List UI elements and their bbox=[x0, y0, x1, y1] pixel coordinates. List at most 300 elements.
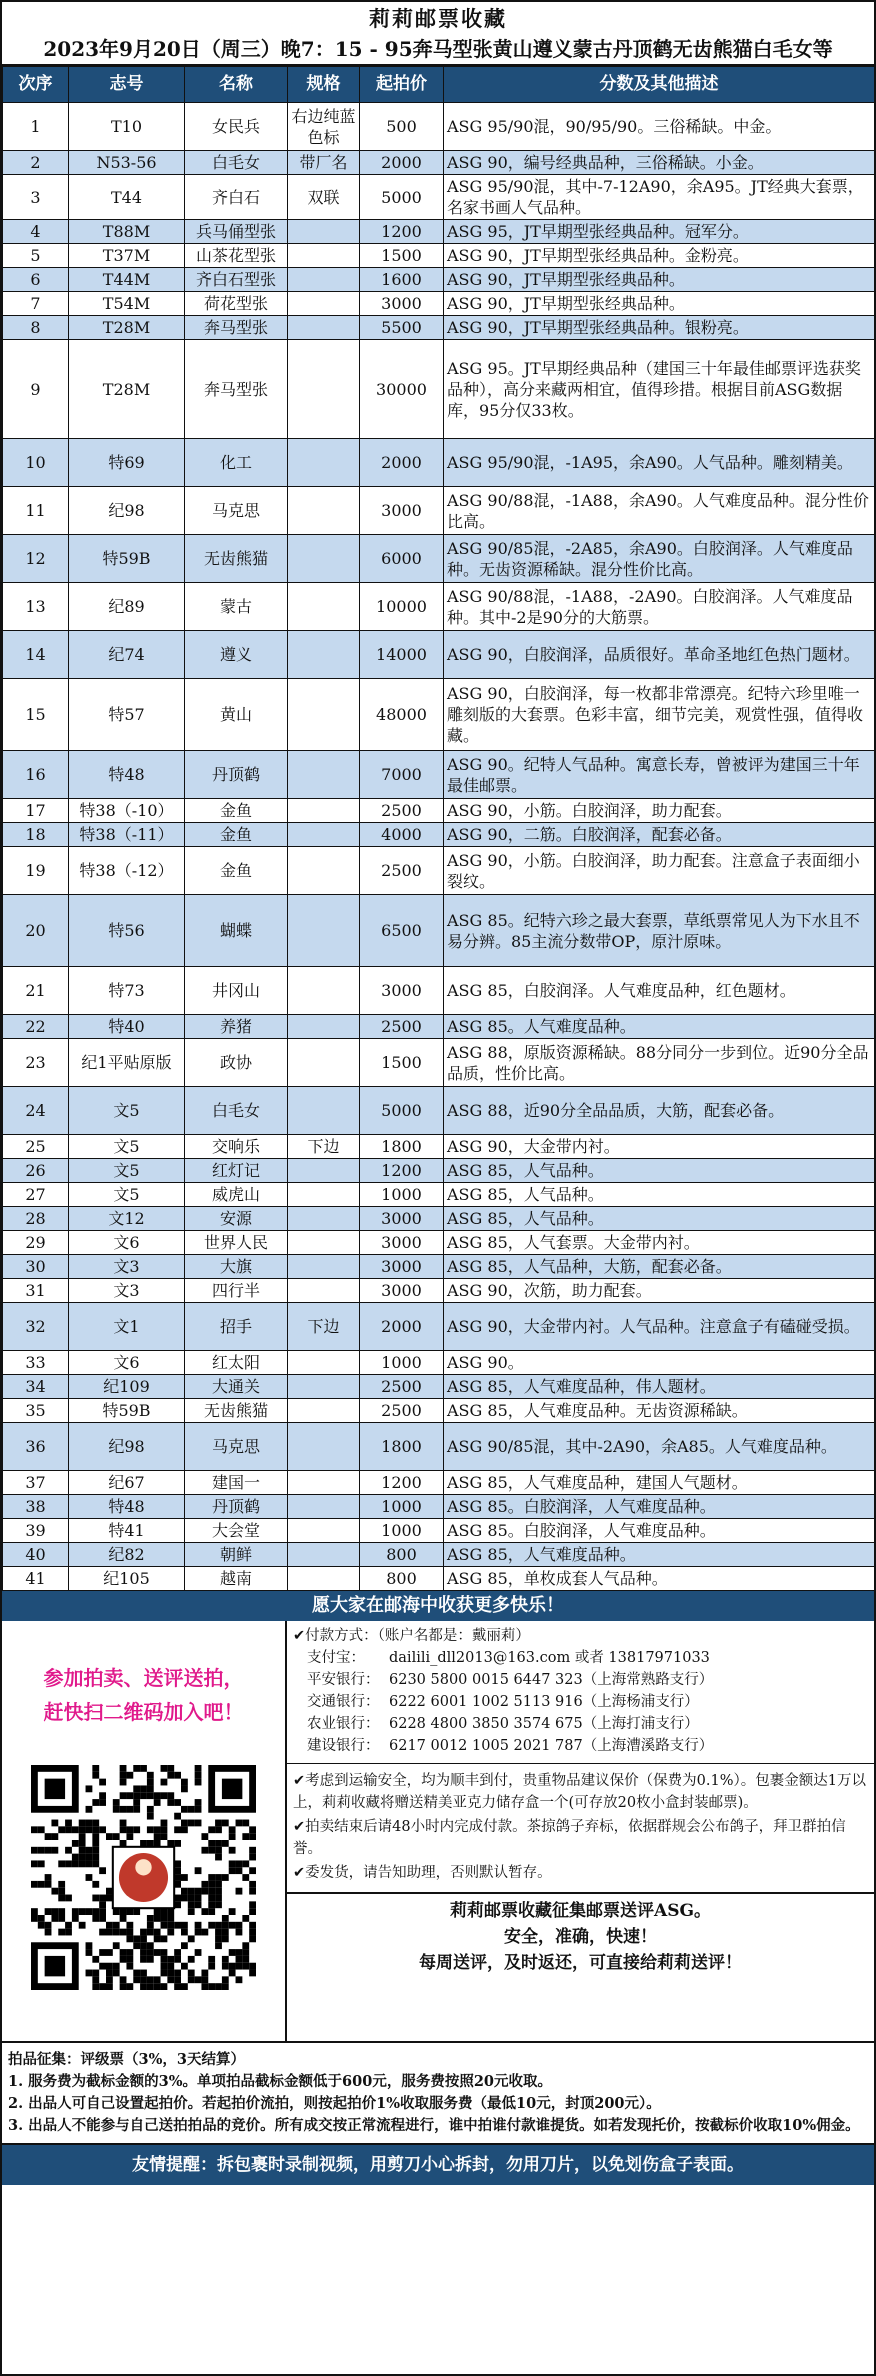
cell-name: 威虎山 bbox=[185, 1183, 288, 1207]
cell-spec bbox=[288, 1231, 360, 1255]
table-row bbox=[3, 583, 875, 631]
cell-desc: ASG 85，人气难度品种，伟人题材。 bbox=[444, 1375, 875, 1399]
table-row bbox=[3, 1303, 875, 1351]
pay-label: 平安银行： bbox=[307, 1672, 380, 1688]
cell-no: 6 bbox=[3, 268, 69, 292]
cell-code: 特38（-12） bbox=[69, 847, 185, 895]
col-header: 分数及其他描述 bbox=[444, 67, 875, 103]
cell-price: 30000 bbox=[360, 340, 444, 439]
cell-no: 29 bbox=[3, 1231, 69, 1255]
cell-spec bbox=[288, 1519, 360, 1543]
cell-desc: ASG 85。白胶润泽，人气难度品种。 bbox=[444, 1519, 875, 1543]
rule-line: 2. 出品人可自己设置起拍价。若起拍价流拍，则按起拍价1%收取服务费（最低10元，封顶200元）。 bbox=[8, 2095, 661, 2112]
cell-price: 3000 bbox=[360, 1255, 444, 1279]
cell-code: 特59B bbox=[69, 535, 185, 583]
page-title: 莉莉邮票收藏 bbox=[369, 6, 507, 31]
rule-line: 1. 服务费为截标金额的3%。单项拍品截标金额低于600元，服务费按照20元收取。 bbox=[8, 2073, 552, 2090]
cell-desc: ASG 90，次筋，助力配套。 bbox=[444, 1279, 875, 1303]
cell-name: 安源 bbox=[185, 1207, 288, 1231]
table-row bbox=[3, 631, 875, 679]
cell-code: 文12 bbox=[69, 1207, 185, 1231]
cell-no: 16 bbox=[3, 751, 69, 799]
cell-spec bbox=[288, 1279, 360, 1303]
table-row bbox=[3, 244, 875, 268]
cell-name: 四行半 bbox=[185, 1279, 288, 1303]
table-row bbox=[3, 1255, 875, 1279]
col-header: 名称 bbox=[185, 67, 288, 103]
cell-no: 13 bbox=[3, 583, 69, 631]
cell-name: 金鱼 bbox=[185, 847, 288, 895]
cell-price: 5500 bbox=[360, 316, 444, 340]
cell-code: T88M bbox=[69, 220, 185, 244]
cell-no: 23 bbox=[3, 1039, 69, 1087]
rules bbox=[2, 2043, 874, 2145]
cell-code: 纪98 bbox=[69, 487, 185, 535]
cell-name: 井冈山 bbox=[185, 967, 288, 1015]
cell-desc: ASG 85，人气品种。 bbox=[444, 1207, 875, 1231]
cell-spec: 下边 bbox=[288, 1303, 360, 1351]
cell-desc: ASG 85，单枚成套人气品种。 bbox=[444, 1567, 875, 1591]
cell-spec bbox=[288, 268, 360, 292]
cell-spec bbox=[288, 220, 360, 244]
cell-spec: 下边 bbox=[288, 1135, 360, 1159]
cell-desc: ASG 85，人气套票。大金带内衬。 bbox=[444, 1231, 875, 1255]
cell-code: 纪89 bbox=[69, 583, 185, 631]
cell-spec bbox=[288, 1567, 360, 1591]
cell-no: 17 bbox=[3, 799, 69, 823]
cell-code: 纪98 bbox=[69, 1423, 185, 1471]
cell-no: 34 bbox=[3, 1375, 69, 1399]
cell-name: 大会堂 bbox=[185, 1519, 288, 1543]
cell-price: 2500 bbox=[360, 1015, 444, 1039]
cell-desc: ASG 90/88混，-1A88，-2A90。白胶润泽。人气难度品种。其中-2是90分的大筋票。 bbox=[444, 583, 875, 631]
cell-no: 18 bbox=[3, 823, 69, 847]
cell-name: 奔马型张 bbox=[185, 316, 288, 340]
banner: 愿大家在邮海中收获更多快乐！ bbox=[2, 1591, 874, 1621]
cell-code: 特48 bbox=[69, 1495, 185, 1519]
cell-price: 2500 bbox=[360, 1375, 444, 1399]
col-header: 规格 bbox=[288, 67, 360, 103]
table-row bbox=[3, 1183, 875, 1207]
cell-spec bbox=[288, 316, 360, 340]
cell-price: 5000 bbox=[360, 1087, 444, 1135]
cell-desc: ASG 90，小筋。白胶润泽，助力配套。注意盒子表面细小裂纹。 bbox=[444, 847, 875, 895]
cell-no: 37 bbox=[3, 1471, 69, 1495]
cell-desc: ASG 90，大金带内衬。人气品种。注意盒子有磕碰受损。 bbox=[444, 1303, 875, 1351]
cell-code: 特73 bbox=[69, 967, 185, 1015]
cell-spec bbox=[288, 244, 360, 268]
cell-name: 丹顶鹤 bbox=[185, 751, 288, 799]
cell-desc: ASG 85。白胶润泽，人气难度品种。 bbox=[444, 1495, 875, 1519]
cell-price: 3000 bbox=[360, 1231, 444, 1255]
cell-spec bbox=[288, 823, 360, 847]
cell-spec bbox=[288, 1015, 360, 1039]
pay-label: 交通银行： bbox=[307, 1694, 380, 1710]
table-row bbox=[3, 1495, 875, 1519]
cell-name: 兵马俑型张 bbox=[185, 220, 288, 244]
pay-label: 建设银行： bbox=[307, 1738, 380, 1754]
cell-no: 33 bbox=[3, 1351, 69, 1375]
cell-code: T54M bbox=[69, 292, 185, 316]
cell-desc: ASG 90，JT早期型张经典品种。金粉亮。 bbox=[444, 244, 875, 268]
cell-code: 文6 bbox=[69, 1351, 185, 1375]
cell-code: 纪109 bbox=[69, 1375, 185, 1399]
cell-desc: ASG 90，小筋。白胶润泽，助力配套。 bbox=[444, 799, 875, 823]
cell-no: 40 bbox=[3, 1543, 69, 1567]
cell-spec: 双联 bbox=[288, 175, 360, 220]
cell-desc: ASG 95，JT早期型张经典品种。冠军分。 bbox=[444, 220, 875, 244]
cell-no: 1 bbox=[3, 103, 69, 151]
cell-price: 2000 bbox=[360, 439, 444, 487]
cell-desc: ASG 90/85混，其中-2A90，余A85。人气难度品种。 bbox=[444, 1423, 875, 1471]
cell-no: 3 bbox=[3, 175, 69, 220]
cell-spec bbox=[288, 1039, 360, 1087]
cell-no: 21 bbox=[3, 967, 69, 1015]
table-row bbox=[3, 316, 875, 340]
cell-spec bbox=[288, 1255, 360, 1279]
table-row bbox=[3, 220, 875, 244]
cell-desc: ASG 90。纪特人气品种。寓意长寿，曾被评为建国三十年最佳邮票。 bbox=[444, 751, 875, 799]
cell-desc: ASG 95/90混，-1A95，余A90。人气品种。雕刻精美。 bbox=[444, 439, 875, 487]
cell-name: 山茶花型张 bbox=[185, 244, 288, 268]
cell-code: 文5 bbox=[69, 1087, 185, 1135]
cell-spec bbox=[288, 1375, 360, 1399]
cell-price: 3000 bbox=[360, 1279, 444, 1303]
cell-price: 1000 bbox=[360, 1519, 444, 1543]
slogan-line: 莉莉邮票收藏征集邮票送评ASG。 bbox=[450, 1901, 711, 1921]
info-section bbox=[2, 1621, 874, 2043]
cell-code: 特48 bbox=[69, 751, 185, 799]
cell-spec bbox=[288, 1423, 360, 1471]
table-row bbox=[3, 751, 875, 799]
cell-no: 9 bbox=[3, 340, 69, 439]
cell-name: 红灯记 bbox=[185, 1159, 288, 1183]
cell-spec: 带厂名 bbox=[288, 151, 360, 175]
col-header: 次序 bbox=[3, 67, 69, 103]
cell-code: 文3 bbox=[69, 1255, 185, 1279]
cell-code: 特41 bbox=[69, 1519, 185, 1543]
table-row bbox=[3, 1399, 875, 1423]
cell-name: 遵义 bbox=[185, 631, 288, 679]
cell-price: 5000 bbox=[360, 175, 444, 220]
table-row bbox=[3, 487, 875, 535]
note: ✔考虑到运输安全，均为顺丰到付，贵重物品建议保价（保费为0.1%）。包裹金额达1万以上，莉莉收藏将赠送精美亚克力储存盒一个(可存放20枚小盒封装邮票)。 bbox=[293, 1773, 866, 1811]
table-row bbox=[3, 1351, 875, 1375]
cell-code: 文6 bbox=[69, 1231, 185, 1255]
table-row bbox=[3, 847, 875, 895]
payment-methods bbox=[287, 1621, 874, 1764]
cell-no: 25 bbox=[3, 1135, 69, 1159]
cell-price: 1000 bbox=[360, 1495, 444, 1519]
cell-name: 蒙古 bbox=[185, 583, 288, 631]
cell-spec bbox=[288, 1183, 360, 1207]
pay-value: 6217 0012 1005 2021 787（上海漕溪路支行） bbox=[389, 1738, 714, 1754]
cell-no: 2 bbox=[3, 151, 69, 175]
cell-no: 24 bbox=[3, 1087, 69, 1135]
cell-desc: ASG 85，人气难度品种，建国人气题材。 bbox=[444, 1471, 875, 1495]
cell-name: 大旗 bbox=[185, 1255, 288, 1279]
rule-line: 3. 出品人不能参与自己送拍拍品的竞价。所有成交按正常流程进行，谁中拍谁付款谁提货。如若发现托价，按截标价收取10%佣金。 bbox=[8, 2117, 860, 2134]
cell-price: 3000 bbox=[360, 1207, 444, 1231]
cell-name: 金鱼 bbox=[185, 799, 288, 823]
cell-name: 丹顶鹤 bbox=[185, 1495, 288, 1519]
cell-price: 800 bbox=[360, 1567, 444, 1591]
cell-price: 2000 bbox=[360, 1303, 444, 1351]
cell-no: 11 bbox=[3, 487, 69, 535]
cell-spec bbox=[288, 340, 360, 439]
cell-no: 30 bbox=[3, 1255, 69, 1279]
slogan-line: 安全，准确，快速！ bbox=[504, 1927, 657, 1947]
table-row bbox=[3, 292, 875, 316]
cell-desc: ASG 95/90混，其中-7-12A90，余A95。JT经典大套票，名家书画人气品种。 bbox=[444, 175, 875, 220]
cell-spec bbox=[288, 895, 360, 967]
header bbox=[2, 2, 874, 66]
cell-no: 5 bbox=[3, 244, 69, 268]
cell-no: 32 bbox=[3, 1303, 69, 1351]
cell-spec bbox=[288, 751, 360, 799]
cell-spec bbox=[288, 1471, 360, 1495]
pay-label: 农业银行： bbox=[307, 1716, 380, 1732]
table-row bbox=[3, 175, 875, 220]
cell-price: 1000 bbox=[360, 1351, 444, 1375]
cell-price: 2000 bbox=[360, 151, 444, 175]
cell-spec bbox=[288, 847, 360, 895]
table-row bbox=[3, 1231, 875, 1255]
table-row bbox=[3, 1519, 875, 1543]
cell-desc: ASG 85，人气难度品种。 bbox=[444, 1543, 875, 1567]
cell-price: 2500 bbox=[360, 799, 444, 823]
cell-no: 35 bbox=[3, 1399, 69, 1423]
cell-price: 2500 bbox=[360, 1399, 444, 1423]
cell-no: 27 bbox=[3, 1183, 69, 1207]
cell-desc: ASG 90，二筋。白胶润泽，配套必备。 bbox=[444, 823, 875, 847]
cell-price: 1600 bbox=[360, 268, 444, 292]
table-row bbox=[3, 967, 875, 1015]
cell-desc: ASG 85，人气品种，大筋，配套必备。 bbox=[444, 1255, 875, 1279]
cell-name: 黄山 bbox=[185, 679, 288, 751]
cell-no: 20 bbox=[3, 895, 69, 967]
cell-code: 文5 bbox=[69, 1135, 185, 1159]
qr-code-icon[interactable] bbox=[31, 1765, 256, 1990]
cell-price: 6500 bbox=[360, 895, 444, 967]
cell-price: 4000 bbox=[360, 823, 444, 847]
cell-code: T28M bbox=[69, 316, 185, 340]
cell-name: 招手 bbox=[185, 1303, 288, 1351]
cell-name: 红太阳 bbox=[185, 1351, 288, 1375]
table-row bbox=[3, 103, 875, 151]
cell-price: 10000 bbox=[360, 583, 444, 631]
page-subtitle: 2023年9月20日（周三）晚7：15 - 95奔马型张黄山遵义蒙古丹顶鹤无齿熊猫白毛女等 bbox=[43, 37, 833, 61]
cell-price: 2500 bbox=[360, 847, 444, 895]
cell-price: 1000 bbox=[360, 1183, 444, 1207]
cell-spec bbox=[288, 1495, 360, 1519]
pay-label: 支付宝： bbox=[307, 1650, 365, 1666]
cell-no: 28 bbox=[3, 1207, 69, 1231]
cell-desc: ASG 85，白胶润泽。人气难度品种，红色题材。 bbox=[444, 967, 875, 1015]
cell-desc: ASG 90。 bbox=[444, 1351, 875, 1375]
cell-code: 特38（-11） bbox=[69, 823, 185, 847]
pay-value: dailili_dll2013@163.com 或者 13817971033 bbox=[389, 1650, 710, 1666]
cell-spec bbox=[288, 583, 360, 631]
table-row bbox=[3, 535, 875, 583]
table-row bbox=[3, 679, 875, 751]
cell-desc: ASG 85，人气品种。 bbox=[444, 1159, 875, 1183]
table-row bbox=[3, 823, 875, 847]
cell-desc: ASG 90，JT早期型张经典品种。 bbox=[444, 268, 875, 292]
cell-no: 36 bbox=[3, 1423, 69, 1471]
table-row bbox=[3, 1015, 875, 1039]
cell-name: 朝鲜 bbox=[185, 1543, 288, 1567]
cell-desc: ASG 85。人气难度品种。 bbox=[444, 1015, 875, 1039]
cell-name: 白毛女 bbox=[185, 1087, 288, 1135]
cell-code: 文1 bbox=[69, 1303, 185, 1351]
cta-line: 赶快扫二维码加入吧！ bbox=[43, 1700, 244, 1724]
table-row bbox=[3, 1375, 875, 1399]
cell-desc: ASG 95。JT早期经典品种（建国三十年最佳邮票评选获奖品种），高分来藏两相宜，值得珍措。根据目前ASG数据库，95分仅33枚。 bbox=[444, 340, 875, 439]
cell-code: 文5 bbox=[69, 1159, 185, 1183]
table-row bbox=[3, 799, 875, 823]
table-row bbox=[3, 1087, 875, 1135]
cell-desc: ASG 90/85混，-2A85，余A90。白胶润泽。人气难度品种。无齿资源稀缺。混分性价比高。 bbox=[444, 535, 875, 583]
table-row bbox=[3, 1423, 875, 1471]
cell-code: T44 bbox=[69, 175, 185, 220]
table-row bbox=[3, 1039, 875, 1087]
cell-code: 特57 bbox=[69, 679, 185, 751]
table-row bbox=[3, 1135, 875, 1159]
cell-code: T10 bbox=[69, 103, 185, 151]
cell-price: 3000 bbox=[360, 292, 444, 316]
cell-desc: ASG 85，人气品种。 bbox=[444, 1183, 875, 1207]
cell-code: 纪1平贴原版 bbox=[69, 1039, 185, 1087]
cell-code: 特56 bbox=[69, 895, 185, 967]
table-row bbox=[3, 340, 875, 439]
pay-value: 6228 4800 3850 3574 675（上海打浦支行） bbox=[389, 1716, 699, 1732]
cell-name: 齐白石 bbox=[185, 175, 288, 220]
cell-price: 1200 bbox=[360, 220, 444, 244]
cell-desc: ASG 95/90混，90/95/90。三俗稀缺。中金。 bbox=[444, 103, 875, 151]
cell-no: 19 bbox=[3, 847, 69, 895]
table-row bbox=[3, 439, 875, 487]
cell-spec bbox=[288, 487, 360, 535]
cell-code: T28M bbox=[69, 340, 185, 439]
cell-spec bbox=[288, 1159, 360, 1183]
cell-code: 纪67 bbox=[69, 1471, 185, 1495]
cell-code: 纪74 bbox=[69, 631, 185, 679]
notes bbox=[287, 1764, 874, 1892]
table-row bbox=[3, 268, 875, 292]
cell-spec bbox=[288, 967, 360, 1015]
cell-desc: ASG 88，近90分全品品质，大筋，配套必备。 bbox=[444, 1087, 875, 1135]
cell-price: 48000 bbox=[360, 679, 444, 751]
cell-name: 马克思 bbox=[185, 487, 288, 535]
payment-title: ✔付款方式：（账户名都是：戴丽莉） bbox=[293, 1628, 530, 1644]
table-row bbox=[3, 1159, 875, 1183]
cell-no: 31 bbox=[3, 1279, 69, 1303]
cell-spec bbox=[288, 679, 360, 751]
cell-price: 1800 bbox=[360, 1135, 444, 1159]
cell-spec bbox=[288, 1087, 360, 1135]
cell-spec bbox=[288, 1207, 360, 1231]
table-header-row bbox=[3, 67, 875, 103]
cell-code: 特38（-10） bbox=[69, 799, 185, 823]
cell-name: 荷花型张 bbox=[185, 292, 288, 316]
cell-desc: ASG 90，JT早期型张经典品种。银粉亮。 bbox=[444, 316, 875, 340]
cell-code: T37M bbox=[69, 244, 185, 268]
cell-price: 6000 bbox=[360, 535, 444, 583]
cell-name: 世界人民 bbox=[185, 1231, 288, 1255]
cell-spec bbox=[288, 1351, 360, 1375]
slogan bbox=[287, 1892, 874, 1976]
cell-no: 15 bbox=[3, 679, 69, 751]
cell-price: 1500 bbox=[360, 1039, 444, 1087]
cell-code: 纪105 bbox=[69, 1567, 185, 1591]
slogan-line: 每周送评，及时返还，可直接给莉莉送评！ bbox=[419, 1953, 742, 1973]
table-row bbox=[3, 1567, 875, 1591]
cell-desc: ASG 85。纪特六珍之最大套票，草纸票常见人为下水且不易分辨。85主流分数带OP，原汁原味。 bbox=[444, 895, 875, 967]
cell-price: 1800 bbox=[360, 1423, 444, 1471]
cell-name: 无齿熊猫 bbox=[185, 1399, 288, 1423]
cell-price: 1500 bbox=[360, 244, 444, 268]
cell-price: 3000 bbox=[360, 487, 444, 535]
cell-price: 800 bbox=[360, 1543, 444, 1567]
table-row bbox=[3, 1471, 875, 1495]
cell-spec bbox=[288, 439, 360, 487]
col-header: 起拍价 bbox=[360, 67, 444, 103]
cell-name: 女民兵 bbox=[185, 103, 288, 151]
cell-code: 纪82 bbox=[69, 1543, 185, 1567]
cell-desc: ASG 90，JT早期型张经典品种。 bbox=[444, 292, 875, 316]
cell-no: 10 bbox=[3, 439, 69, 487]
cell-name: 奔马型张 bbox=[185, 340, 288, 439]
cell-name: 大通关 bbox=[185, 1375, 288, 1399]
cell-name: 越南 bbox=[185, 1567, 288, 1591]
cell-desc: ASG 90，编号经典品种，三俗稀缺。小金。 bbox=[444, 151, 875, 175]
cell-code: 特40 bbox=[69, 1015, 185, 1039]
cell-name: 白毛女 bbox=[185, 151, 288, 175]
cell-no: 38 bbox=[3, 1495, 69, 1519]
cell-name: 马克思 bbox=[185, 1423, 288, 1471]
cell-price: 3000 bbox=[360, 967, 444, 1015]
cell-no: 12 bbox=[3, 535, 69, 583]
cell-name: 无齿熊猫 bbox=[185, 535, 288, 583]
cell-spec bbox=[288, 799, 360, 823]
cell-code: 文3 bbox=[69, 1279, 185, 1303]
cell-code: T44M bbox=[69, 268, 185, 292]
cell-name: 金鱼 bbox=[185, 823, 288, 847]
cell-no: 26 bbox=[3, 1159, 69, 1183]
table-row bbox=[3, 1207, 875, 1231]
cell-spec: 右边纯蓝色标 bbox=[288, 103, 360, 151]
cell-code: 文5 bbox=[69, 1183, 185, 1207]
cell-name: 建国一 bbox=[185, 1471, 288, 1495]
cell-no: 4 bbox=[3, 220, 69, 244]
cta-line: 参加拍卖、送评送拍， bbox=[43, 1666, 244, 1690]
lot-table bbox=[2, 66, 875, 1591]
cell-name: 齐白石型张 bbox=[185, 268, 288, 292]
qr-panel bbox=[2, 1621, 287, 2041]
friendly-tip: 友情提醒：拆包裹时录制视频，用剪刀小心拆封，勿用刀片，以免划伤盒子表面。 bbox=[2, 2145, 874, 2185]
cell-price: 500 bbox=[360, 103, 444, 151]
rule-line: 拍品征集：评级票（3%，3天结算） bbox=[8, 2051, 245, 2068]
cell-no: 22 bbox=[3, 1015, 69, 1039]
cell-price: 7000 bbox=[360, 751, 444, 799]
note: ✔委发货，请告知助理，否则默认暂存。 bbox=[293, 1865, 552, 1881]
pay-value: 6230 5800 0015 6447 323（上海常熟路支行） bbox=[389, 1672, 714, 1688]
cell-desc: ASG 90，白胶润泽，每一枚都非常漂亮。纪特六珍里唯一雕刻版的大套票。色彩丰富，细节完美，观赏性强，值得收藏。 bbox=[444, 679, 875, 751]
cell-price: 14000 bbox=[360, 631, 444, 679]
table-row bbox=[3, 895, 875, 967]
cell-spec bbox=[288, 631, 360, 679]
